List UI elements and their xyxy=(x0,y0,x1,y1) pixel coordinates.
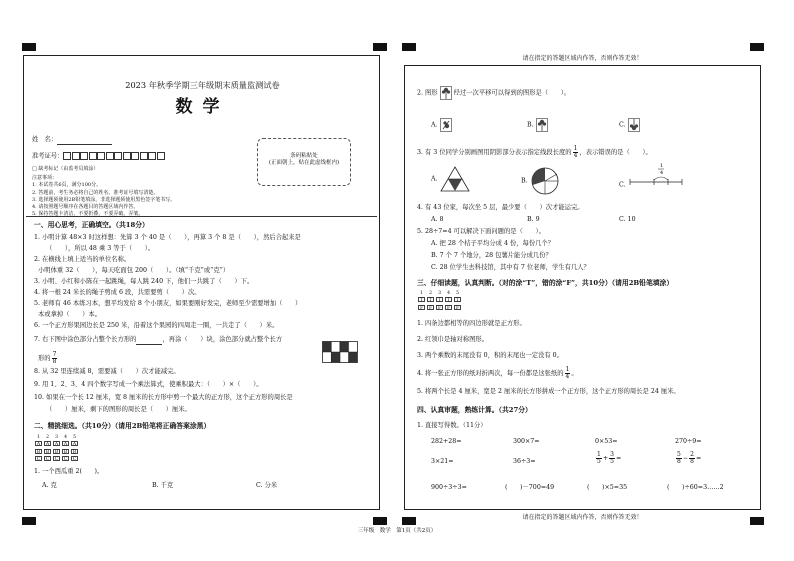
r-question-2: 2. 图形 经过一次平移可以得到的图形是（ ）。 xyxy=(417,86,570,100)
question-1-cont: （ ），所以 48 乘 3 等于（ ）。 xyxy=(46,245,155,252)
question-6: 6. 一个正方形果园边长是 250 米，沿着这个果园的四周走一圈，一共走了（ ）米。 xyxy=(34,322,279,329)
note-item: 5. 保持答题卡清洁，不要折叠、不要弄破、弄皱。 xyxy=(32,211,144,218)
judge-card-grid[interactable]: 1 2 3 4 5 T T T T T F F F F F xyxy=(419,290,460,311)
answer-sheet-left xyxy=(23,55,380,510)
svg-text:1: 1 xyxy=(659,163,663,169)
r-q3-option-b: B. xyxy=(521,166,560,196)
calc-item: 300×7= xyxy=(513,438,540,445)
question-10-cont: （ ）厘米，剩下的图形的周长是（ ）厘米。 xyxy=(46,406,191,413)
svg-text:4: 4 xyxy=(659,170,663,176)
line-segment-figure xyxy=(628,160,684,190)
exam-id-field[interactable] xyxy=(32,152,165,161)
absent-mark[interactable]: □ 缺考标记（由监考员填涂） xyxy=(32,166,99,172)
registration-mark xyxy=(373,517,387,525)
notes-title: 注意事项： xyxy=(32,175,58,181)
r-q4-option-a: A. 8 xyxy=(431,216,444,223)
question-8: 8. 从 32 里连续减 8，需要减（ ）次才能减完。 xyxy=(34,368,180,375)
r-q2-option-c: C. xyxy=(619,118,640,132)
divider xyxy=(26,216,377,217)
section-3-title: 三、仔细读题，认真判断。（对的涂“T”，错的涂“F”，共10分）（请用2B铅笔填涂） xyxy=(417,279,674,287)
fraction-blank[interactable] xyxy=(136,338,162,345)
notice-top: 请在指定的答题区域内作答，否则作答无效！ xyxy=(522,55,643,62)
r-q3-option-a: A. xyxy=(431,166,470,192)
notice-bottom: 请在指定的答题区域内作答，否则作答无效！ xyxy=(522,514,643,521)
question-5: 5. 老师有 46 本练习本，想平均发给 8 个小朋友，如果要刚好发完，老师至少需要增加（ ） xyxy=(34,300,302,307)
option-c: C. 分米 xyxy=(256,482,278,489)
triangle-figure xyxy=(440,166,470,192)
option-b: B. 千克 xyxy=(152,482,174,489)
exam-title: 2023 年秋季学期三年级期末质量监测试卷 xyxy=(125,80,280,90)
flower-shape-icon xyxy=(440,86,452,100)
r-q5-option-b: B. 7 个 7 个地分，28 包薯片能分成几份？ xyxy=(431,252,552,259)
calc-item: 36÷3= xyxy=(513,458,536,465)
circle-figure xyxy=(530,166,560,196)
registration-mark xyxy=(750,43,764,51)
barcode-area xyxy=(257,138,351,186)
r-q2-option-b: B. xyxy=(527,118,548,132)
question-2-cont: 小明体重 32（ ），每天吃面包 200（ ）。（填“千克”或“克”） xyxy=(38,267,230,274)
calc-fraction-item: $\frac{5}{8}$ − $\frac{2}{8}$ = xyxy=(677,451,702,465)
question-2: 2. 在横线上填上适当的单位名称。 xyxy=(34,256,131,263)
name-line[interactable] xyxy=(57,138,112,145)
question-10: 10. 如果在一个长 12 厘米，宽 8 厘米的长方形中剪一个最大的正方形，这个正方形的周长是 xyxy=(34,394,293,401)
page-footer: 三年级 数学 第1页（共2页） xyxy=(357,528,437,534)
judge-5: 5. 将两个长是 4 厘米，宽是 2 厘米的长方形拼成一个正方形，这个正方形的周长是 24 厘米。 xyxy=(417,388,680,395)
calc-item: ( )－700=49 xyxy=(505,484,555,491)
s2-question-1: 1. 一个西瓜重 2( )。 xyxy=(34,468,104,475)
shaded-rectangle-figure xyxy=(322,341,358,363)
name-field[interactable] xyxy=(32,136,112,145)
fraction-7-8: $\frac{7}{8}$ xyxy=(52,351,57,365)
judge-1: 1. 四条边都相等的四边形就是正方形。 xyxy=(417,320,526,327)
r-q4-option-b: B. 9 xyxy=(527,216,540,223)
calc-item: 0×53= xyxy=(595,438,618,445)
question-3: 3. 小明、小红和小陈在一起跳绳，每人跳 240 下，他们一共跳了（ ）下。 xyxy=(34,278,254,285)
barcode-label: 条码粘贴处 xyxy=(290,153,318,159)
registration-mark xyxy=(22,43,36,51)
exam-id-label: 准考证号： xyxy=(32,152,64,160)
calc-item: 900÷3÷3= xyxy=(431,484,467,491)
calc-title: 1. 直接写得数。（11分） xyxy=(417,422,487,429)
r-question-4: 4. 有 43 位家，每次坐 5 层，最少要（ ）次才能运完。 xyxy=(417,204,584,211)
name-label: 姓 名： xyxy=(32,136,58,143)
calc-item: 270÷9= xyxy=(675,438,702,445)
r-q5-option-c: C. 28 位学生去科技馆，其中有 7 位老师，学生有几人？ xyxy=(431,264,590,271)
note-item: 2. 答题前，考生务必将自己的姓名、准考证号填写清楚。 xyxy=(32,189,159,196)
section-4-title: 四、认真审题，熟练计算。（共27分） xyxy=(417,406,532,414)
calc-fraction-item: $\frac{1}{5}$ + $\frac{3}{5}$ = xyxy=(597,451,622,465)
r-q3-option-c: C. 1 4 xyxy=(619,160,684,190)
r-q5-option-a: A. 把 28 个桔子平均分成 4 份，每份几个？ xyxy=(431,240,555,247)
r-q4-option-c: C. 10 xyxy=(619,216,636,223)
flower-rotated-icon xyxy=(440,118,452,132)
subject-title: 数学 xyxy=(175,97,230,117)
r-question-5: 5. 28÷7=4 可以解决下面问题的是（ ）。 xyxy=(417,228,545,235)
question-5-cont: 本或拿掉（ ）本。 xyxy=(38,311,101,318)
section-1-title: 一、用心思考，正确填空。（共18分） xyxy=(34,221,149,229)
question-1: 1. 小明计算 48×3 时这样想：先算 3 个 40 是（ ），再算 3 个 8 是（ ），然后合起来是 xyxy=(34,234,301,241)
calc-item: 3×21= xyxy=(431,458,454,465)
calc-item: ( )×5=35 xyxy=(587,484,628,491)
flower-translated-icon xyxy=(536,118,548,132)
registration-mark xyxy=(373,43,387,51)
section-2-title: 二、精挑细选。（共10分）（请用2B铅笔将正确答案涂黑） xyxy=(34,422,211,430)
flower-flipped-icon xyxy=(628,118,640,132)
judge-2: 2. 红领巾是轴对称图形。 xyxy=(417,336,488,343)
barcode-hint: (正面朝上，贴在此虚线框内) xyxy=(268,160,340,167)
answer-sheet-right xyxy=(404,65,761,510)
question-7: 7. 右下图中涂色部分占整个长方形的 ，再涂（ ）块，涂色部分就占整个长方 xyxy=(34,336,283,343)
question-7-cont: 形的 $\frac{7}{8}$ xyxy=(38,351,57,365)
judge-4: 4. 将一张正方形的纸对折两次，每一份都是这张纸的 $\frac{1}{4}$ 。 xyxy=(417,366,578,380)
note-item: 1. 本试卷共6页，满分100分。 xyxy=(32,182,102,189)
note-item: 4. 请按照题号顺序在各题目的答题区域内作答。 xyxy=(32,204,139,210)
registration-mark xyxy=(402,43,416,51)
r-question-3: 3. 有 3 位同学分别画图用阴影部分表示指定线段长度的 $\frac{1}{4}$ ，表示错误的是（ ）。 xyxy=(417,145,652,159)
question-4: 4. 将一根 24 米长的绳子剪成 6 段，共需要剪（ ）次。 xyxy=(34,289,201,296)
registration-mark xyxy=(22,517,36,525)
option-a: A. 克 xyxy=(42,482,57,489)
notes-block xyxy=(32,175,247,219)
note-item: 3. 选择题须使用2B铅笔填涂，非选择题须使用黑色签字笔书写。 xyxy=(32,196,176,203)
calc-item: ( )÷60=3……2 xyxy=(667,484,724,491)
judge-3: 3. 两个乘数的末尾没有 0，积的末尾也一定没有 0。 xyxy=(417,352,563,359)
answer-card-grid[interactable]: 1 2 3 4 5 A A A A A B B B B B C C C C C xyxy=(36,434,77,463)
calc-item: 282+28= xyxy=(431,438,462,445)
r-q2-option-a: A. xyxy=(431,118,452,132)
question-9: 9. 用 1、2、3、4 四个数字写成一个乘法算式，使乘积最大：（ ）×（ ）。 xyxy=(34,381,263,388)
